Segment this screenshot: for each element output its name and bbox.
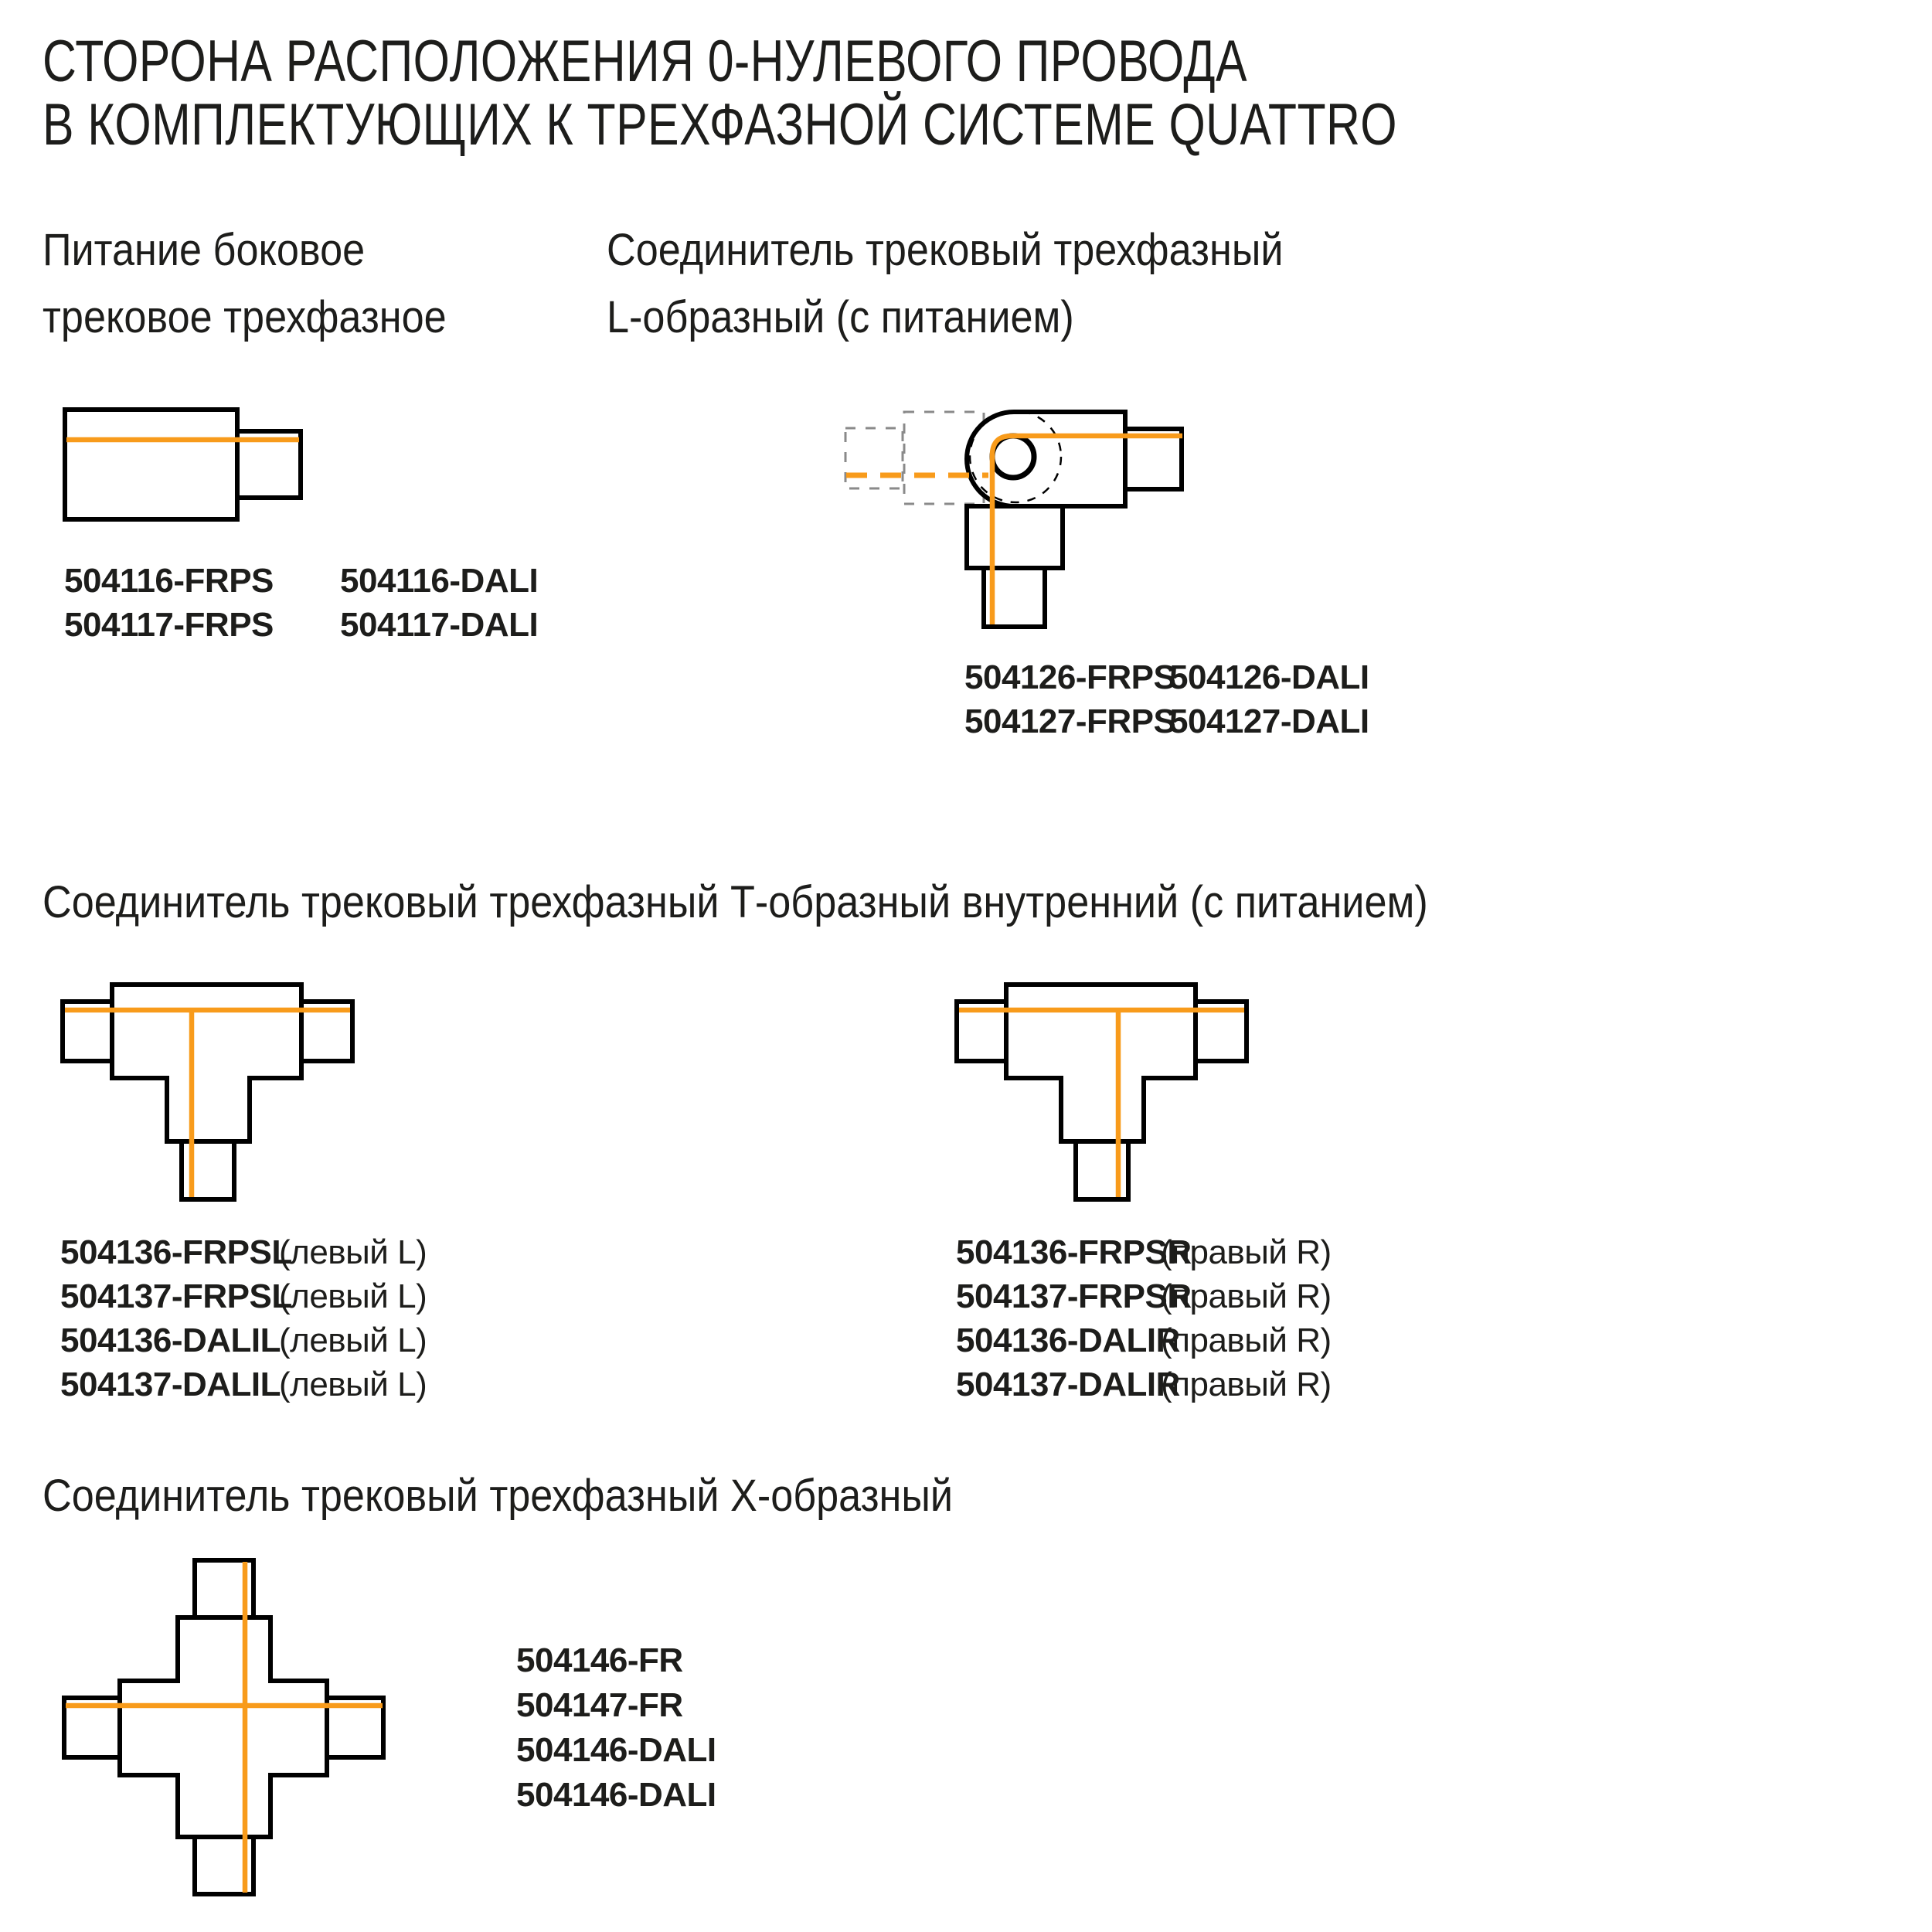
part-code: 504126-FRPS (964, 658, 1176, 696)
part-code: 504136-FRPSL (60, 1233, 292, 1271)
part-note: (правый R) (1161, 1366, 1332, 1403)
part-code-row (60, 1230, 427, 1274)
part-code: 504137-DALIR (956, 1366, 1180, 1403)
part-code: 504137-FRPSR (956, 1277, 1192, 1315)
l-connector-codes-col2 (1169, 655, 1369, 743)
part-note: (левый L) (279, 1277, 427, 1315)
part-note: (левый L) (279, 1366, 427, 1403)
part-note: (правый R) (1161, 1321, 1332, 1359)
part-code: 504117-DALI (340, 606, 539, 644)
part-code: 504137-DALIL (60, 1366, 281, 1403)
t-connector-codes-left (60, 1230, 427, 1406)
section-title-l-connector (607, 216, 1284, 351)
section-title-x-connector (43, 1462, 953, 1529)
x-connector-title: Соединитель трековый трехфазный Х-образный (43, 1471, 954, 1521)
part-code-row (956, 1230, 1332, 1274)
part-code-row (60, 1318, 427, 1362)
connector-lower-body (967, 506, 1063, 568)
dashed-track-segment-small (845, 428, 903, 488)
x-connector-diagram (60, 1555, 389, 1900)
part-code: 504147-FR (516, 1686, 683, 1724)
t-connector-left-diagram (58, 978, 359, 1204)
section-title-t-connector (43, 869, 1428, 936)
connector-body (120, 1617, 327, 1837)
page-title-line1: СТОРОНА РАСПОЛОЖЕНИЯ 0-НУЛЕВОГО ПРОВОДА (43, 29, 1247, 94)
t-connector-title: Соединитель трековый трехфазный Т-образный внутренний (с питанием) (43, 877, 1428, 927)
l-connector-title-line1: Соединитель трековый трехфазный (607, 225, 1284, 275)
side-power-codes-col2 (340, 559, 538, 647)
side-power-diagram (60, 406, 308, 524)
part-code-row (956, 1274, 1332, 1318)
part-note: (правый R) (1161, 1277, 1332, 1315)
part-code: 504136-FRPSR (956, 1233, 1192, 1271)
part-code: 504136-DALIR (956, 1321, 1180, 1359)
part-code-row (956, 1362, 1332, 1406)
part-code: 504127-FRPS (964, 702, 1176, 740)
part-code-row (60, 1274, 427, 1318)
l-connector-diagram (838, 406, 1194, 638)
part-code: 504136-DALIL (60, 1321, 281, 1359)
part-note: (левый L) (279, 1233, 427, 1271)
part-code: 504116-DALI (340, 562, 539, 600)
part-code-row (956, 1318, 1332, 1362)
part-code: 504137-FRPSL (60, 1277, 292, 1315)
side-power-title-line1: Питание боковое (43, 225, 366, 275)
part-code: 504146-DALI (516, 1731, 716, 1769)
part-code: 504126-DALI (1169, 658, 1369, 696)
part-note: (левый L) (279, 1321, 427, 1359)
part-code: 504127-DALI (1169, 702, 1369, 740)
l-connector-title-line2: L-образный (с питанием) (607, 292, 1074, 342)
part-code-row (60, 1362, 427, 1406)
part-note: (правый R) (1161, 1233, 1332, 1271)
part-code: 504117-FRPS (64, 606, 274, 644)
part-code: 504146-DALI (516, 1776, 716, 1814)
section-title-side-power (43, 216, 447, 351)
feed-body (65, 410, 237, 519)
part-code: 504146-FR (516, 1641, 683, 1679)
page-title-line2: В КОМПЛЕКТУЮЩИХ К ТРЕХФАЗНОЙ СИСТЕМЕ QUATTRO (43, 92, 1397, 158)
side-power-title-line2: трековое трехфазное (43, 292, 447, 342)
t-connector-right-diagram (952, 978, 1253, 1204)
side-power-codes-col1 (64, 559, 274, 647)
t-connector-codes-right (956, 1230, 1332, 1406)
x-connector-codes (516, 1638, 716, 1818)
page-title (43, 30, 1397, 157)
part-code: 504116-FRPS (64, 562, 274, 600)
l-connector-codes-col1 (964, 655, 1175, 743)
